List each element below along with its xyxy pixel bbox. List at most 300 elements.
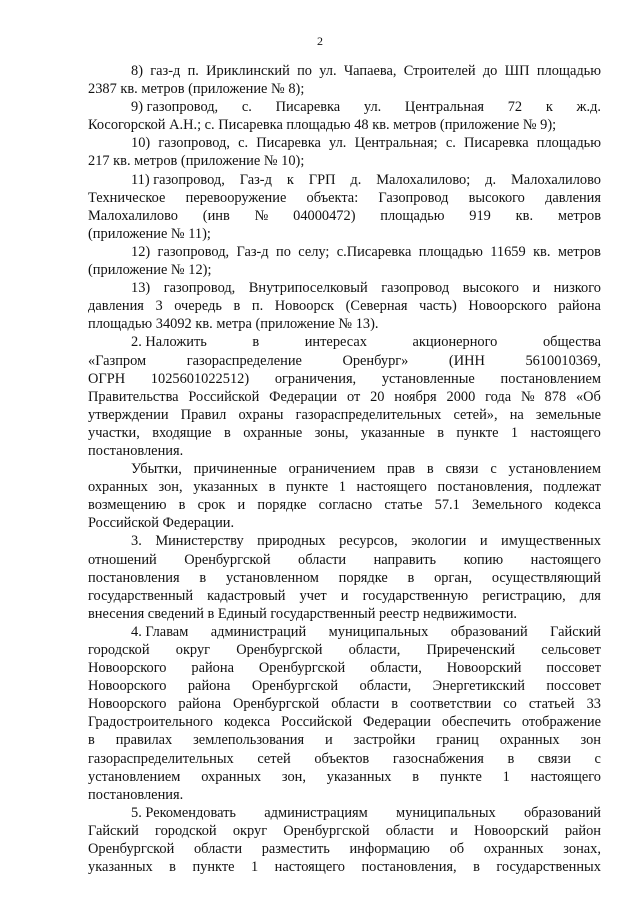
word: кв. [515, 207, 534, 224]
word: высокого [468, 189, 525, 206]
word: в [169, 859, 176, 876]
word: Новоорского [88, 696, 167, 713]
word: статье [384, 497, 423, 514]
word: постановления, [437, 479, 533, 496]
word: 11659 [490, 243, 526, 260]
list-item-8 [88, 62, 601, 98]
word: кв. [533, 243, 551, 260]
word: Новоорский [473, 822, 549, 839]
word: согласно [318, 497, 373, 514]
word: участки, [88, 424, 140, 441]
word: газораспределение [186, 352, 302, 369]
text-line [88, 858, 601, 876]
word: копию [463, 551, 504, 568]
word: давления [88, 298, 144, 315]
word: газораспределительных [295, 406, 442, 423]
word: района [558, 298, 601, 315]
word: № [254, 207, 269, 224]
word: Новоорского [88, 678, 167, 695]
word: и [237, 497, 246, 514]
word: Новоорского [468, 298, 547, 315]
word: в [391, 696, 399, 713]
word: области [298, 551, 347, 568]
word: д. [350, 171, 362, 188]
word: землепользования [193, 732, 305, 749]
word: пункте [439, 768, 482, 785]
word: Оренбург» [342, 352, 409, 369]
word: срок [197, 497, 226, 514]
word: администраций [210, 623, 307, 640]
word: площадью [418, 243, 483, 260]
text-line: 217 кв. метров (приложение № 10); [88, 153, 305, 170]
list-item-11 [88, 171, 601, 243]
word: района [191, 660, 234, 677]
text-line [88, 478, 601, 496]
word: площадью [380, 207, 445, 224]
word: осуществляющий [491, 569, 601, 586]
word: д. [485, 171, 497, 188]
text-line: площадью 34092 кв. метра (приложение № 13). [88, 316, 379, 333]
text-line [88, 171, 601, 189]
word: администрациям [264, 804, 368, 821]
word: ограничения, [274, 370, 357, 387]
word: 1 [338, 479, 346, 496]
word: с. [241, 99, 252, 116]
word: кодекса [223, 714, 271, 731]
word: охранных [88, 479, 148, 496]
word: Газ-д [236, 243, 269, 260]
word: Новоорск [274, 298, 335, 315]
word: области [193, 841, 243, 858]
word: области, [348, 642, 401, 658]
text-line [88, 569, 601, 587]
word: объектов [314, 750, 370, 767]
word: охраны [238, 406, 284, 423]
word: 2000 [446, 388, 476, 405]
word: Новоорского [88, 660, 167, 677]
word: акционерного [412, 334, 498, 351]
word: с.Писаревка [336, 243, 412, 260]
text-line [88, 460, 601, 478]
word: зон, [158, 479, 183, 496]
word: Гайский [88, 822, 139, 839]
word: интересах [304, 334, 367, 351]
word: охранных [483, 841, 544, 858]
text-line [88, 804, 601, 822]
text-line [88, 551, 601, 569]
word: года [485, 388, 512, 405]
section-5 [88, 804, 601, 876]
word: «Газпром [88, 352, 147, 369]
word: газопровод, [158, 135, 230, 152]
word: Энергетикский [432, 678, 525, 695]
word: порядке [338, 569, 388, 586]
word: 8) [131, 63, 143, 79]
text-line [88, 713, 601, 731]
word: 3 [155, 298, 163, 315]
word: 2. Наложить [131, 334, 207, 351]
word: имущественных [501, 533, 601, 550]
word: Газопровод [378, 189, 449, 206]
text-line [88, 587, 601, 605]
word: государственную [362, 587, 469, 604]
word: Российской [188, 388, 260, 405]
word: зоны, [314, 424, 349, 441]
word: Правительства [88, 388, 179, 405]
word: газопровод, [157, 243, 230, 260]
text-line [88, 406, 601, 424]
word: постановлением [500, 370, 601, 387]
word: Земельного [472, 497, 543, 514]
word: 3. [131, 533, 142, 550]
word: для [579, 587, 601, 604]
text-line [88, 333, 601, 351]
word: ул. [329, 135, 347, 152]
page-number: 2 [317, 34, 323, 48]
word: подлежат [543, 479, 601, 496]
word: сетей», [453, 406, 498, 423]
text-line [88, 279, 601, 297]
word: метров [557, 207, 601, 224]
word: Ириклинский [206, 63, 290, 79]
text-line [88, 677, 601, 695]
word: соответствии [410, 696, 492, 713]
word: указанных [88, 859, 153, 876]
word: от [346, 388, 361, 405]
word: Оренбургской [251, 678, 339, 695]
word: области [385, 822, 434, 839]
word: указанные [360, 424, 425, 441]
word: пункте [286, 479, 329, 496]
word: в [223, 424, 231, 441]
word: указанных [193, 479, 258, 496]
word: газ-д [150, 63, 181, 79]
word: Оренбургской [236, 642, 323, 658]
text-line: Косогорской А.Н.; с. Писаревка площадью 48 кв. метров (приложение № 9); [88, 117, 557, 134]
word: возмещению [88, 497, 167, 514]
word: Убытки, [131, 461, 182, 478]
word: Строителей [403, 63, 476, 79]
word: ОГРН [88, 370, 126, 387]
word: отношений [88, 551, 157, 568]
word: природных [257, 533, 326, 550]
text-line [88, 695, 601, 713]
word: прав [387, 461, 416, 478]
word: информацию [349, 841, 430, 858]
list-item-12 [88, 243, 601, 279]
word: и [532, 280, 541, 297]
word: Малохалилово; [376, 171, 471, 188]
list-item-10 [88, 134, 601, 170]
text-line [88, 750, 601, 768]
word: настоящего [274, 859, 345, 876]
word: кадастровый [207, 587, 286, 604]
text-line: (приложение № 12); [88, 262, 212, 279]
word: в [268, 479, 276, 496]
text-line [88, 659, 601, 677]
word: ул. [319, 63, 337, 79]
section-4 [88, 623, 601, 804]
word: Федерации [363, 714, 431, 731]
word: Писаревка [464, 135, 529, 152]
word: Правил [180, 406, 227, 423]
word: 1 [510, 424, 519, 441]
word: Внутрипоселковый [248, 280, 368, 297]
word: давления [545, 189, 601, 206]
text-line [88, 731, 601, 749]
text-line: (приложение № 11); [88, 225, 211, 242]
text-line [88, 352, 601, 370]
word: обеспечить [441, 714, 511, 731]
list-item-13 [88, 279, 601, 333]
word: Оренбургской [283, 822, 370, 839]
text-line: внесения сведений в Единый государственный реестр недвижимости. [88, 605, 517, 622]
word: 5. Рекомендовать [131, 804, 236, 821]
word: государственный [88, 587, 194, 604]
word: сельсовет [541, 642, 601, 658]
word: район [564, 822, 601, 839]
word: ул. [363, 99, 382, 116]
word: утверждении [88, 406, 169, 423]
word: по [297, 63, 312, 79]
word: муниципальных [328, 623, 429, 640]
word: настоящего [530, 768, 601, 785]
word: области, [359, 678, 412, 695]
text-line [88, 134, 601, 152]
word: (ИНН [448, 352, 485, 369]
word: «Об [575, 388, 601, 405]
word: в [199, 569, 207, 586]
word: правилах [115, 732, 173, 749]
word: ресурсов, [339, 533, 398, 550]
word: области [331, 696, 380, 713]
word: (инв [202, 207, 230, 224]
word: на [509, 406, 524, 423]
word: установленном [225, 569, 319, 586]
word: и [340, 587, 349, 604]
word: ж.д. [576, 99, 601, 116]
word: общества [542, 334, 601, 351]
word: к [545, 99, 553, 116]
word: Оренбургской [184, 551, 271, 568]
word: земельные [535, 406, 601, 423]
word: округ [232, 822, 268, 839]
text-line [88, 98, 601, 116]
text-line [88, 297, 601, 315]
word: охранных [201, 768, 262, 785]
word: и [450, 822, 458, 839]
word: в [407, 569, 415, 586]
text-line [88, 496, 601, 514]
word: очередь [174, 298, 222, 315]
word: Оренбургской [88, 841, 175, 858]
word: с [594, 750, 601, 767]
word: в [178, 497, 186, 514]
word: застройки [353, 732, 416, 749]
word: разместить [261, 841, 330, 858]
word: городской [155, 822, 217, 839]
word: 04000472) [293, 207, 356, 224]
word: с. [238, 135, 249, 152]
word: к [286, 171, 294, 188]
word: ГРП [308, 171, 336, 188]
word: отображение [521, 714, 601, 731]
word: в [412, 768, 420, 785]
word: Писаревка [275, 99, 341, 116]
word: Центральная [404, 99, 485, 116]
word: 10) [131, 135, 151, 152]
word: высокого [462, 280, 519, 297]
word: 1 [502, 768, 510, 785]
word: п. [251, 298, 264, 315]
word: муниципальных [396, 804, 496, 821]
word: зонах, [563, 841, 601, 858]
word: настоящего [530, 551, 601, 568]
word: зон, [281, 768, 306, 785]
word: 5610010369, [525, 352, 601, 369]
word: до [482, 63, 498, 79]
word: сетей [257, 750, 291, 767]
text-line [88, 388, 601, 406]
word: поссовет [546, 678, 601, 695]
word: регистрацию, [482, 587, 566, 604]
section-2 [88, 333, 601, 460]
word: округ [175, 642, 211, 658]
word: кодекса [554, 497, 601, 514]
word: ноября [394, 388, 437, 405]
word: 57.1 [434, 497, 460, 514]
word: часть) [419, 298, 457, 315]
word: 11) газопровод, [131, 171, 225, 188]
word: газопровод, [163, 280, 236, 297]
word: образований [450, 623, 528, 640]
word: статьей [528, 696, 575, 713]
word: в [437, 424, 444, 441]
word: по [276, 243, 291, 260]
word: охранных [499, 732, 560, 749]
text-line [88, 62, 601, 80]
word: Центральная; [354, 135, 438, 152]
word: в [88, 732, 95, 749]
word: причиненные [193, 461, 277, 478]
word: и [325, 732, 333, 749]
word: в [473, 859, 480, 876]
word: 9) газопровод, [131, 99, 219, 116]
text-line: 2387 кв. метров (приложение № 8); [88, 81, 305, 98]
word: в [233, 298, 241, 315]
text-line [88, 840, 601, 858]
word: пункте [456, 424, 499, 441]
word: газораспределительных [88, 750, 234, 767]
text-line [88, 243, 601, 261]
document-body [88, 62, 601, 876]
word: № [520, 388, 535, 405]
word: Чапаева, [343, 63, 397, 79]
word: в [252, 334, 260, 351]
word: постановления [88, 569, 180, 586]
word: установленные [381, 370, 475, 387]
word: порядке [257, 497, 307, 514]
word: Писаревка [256, 135, 321, 152]
word: Приреченский [426, 642, 516, 658]
word: учет [299, 587, 327, 604]
text-line [88, 189, 601, 207]
text-line: постановления. [88, 442, 184, 459]
word: в [426, 461, 434, 478]
word: Малохалилово [511, 171, 601, 188]
word: площадью [536, 63, 601, 79]
text-line [88, 424, 601, 442]
word: (Северная [345, 298, 408, 315]
word: Гайский [550, 623, 601, 640]
word: государственных [496, 859, 601, 876]
word: об [449, 841, 465, 858]
word: района [178, 696, 221, 713]
word: метров [557, 243, 601, 260]
word: Газ-д [239, 171, 272, 188]
word: с [490, 461, 497, 478]
text-line [88, 623, 601, 641]
word: Градостроительного [88, 714, 213, 731]
word: Оренбургской [258, 660, 346, 677]
word: охранные [243, 424, 303, 441]
word: в [507, 750, 515, 767]
text-line: постановления. [88, 786, 184, 803]
word: 12) [131, 243, 151, 260]
word: селу; [298, 243, 330, 260]
word: перевооружение [185, 189, 287, 206]
word: 33 [586, 696, 601, 713]
word: с. [445, 135, 456, 152]
word: направить [373, 551, 437, 568]
word: настоящего [530, 424, 601, 441]
word: Техническое [88, 189, 166, 206]
word: ШП [504, 63, 530, 79]
text-line [88, 768, 601, 786]
word: со [503, 696, 517, 713]
word: входящие [152, 424, 212, 441]
word: границ [436, 732, 479, 749]
word: связи [445, 461, 479, 478]
word: настоящего [356, 479, 427, 496]
word: объекта: [306, 189, 359, 206]
word: установлением [508, 461, 601, 478]
word: зон [580, 732, 601, 749]
word: 20 [370, 388, 385, 405]
section-3 [88, 532, 601, 622]
word: 1 [250, 859, 259, 876]
word: низкого [553, 280, 601, 297]
word: экологии [411, 533, 467, 550]
word: пункте [192, 859, 235, 876]
losses-paragraph [88, 460, 601, 532]
word: газопровод [381, 280, 450, 297]
word: Российской [281, 714, 353, 731]
word: площадью [536, 135, 601, 152]
word: 919 [469, 207, 491, 224]
word: поссовет [546, 660, 601, 677]
list-item-9 [88, 98, 601, 134]
word: постановления, [361, 859, 457, 876]
word: 4. Главам [131, 623, 189, 640]
word: установлением [88, 768, 181, 785]
word: Федерации [269, 388, 338, 405]
word: 1025601022512) [150, 370, 250, 387]
word: указанных [326, 768, 392, 785]
word: орган, [434, 569, 473, 586]
word: области, [370, 660, 422, 677]
word: Новоорский [446, 660, 522, 677]
